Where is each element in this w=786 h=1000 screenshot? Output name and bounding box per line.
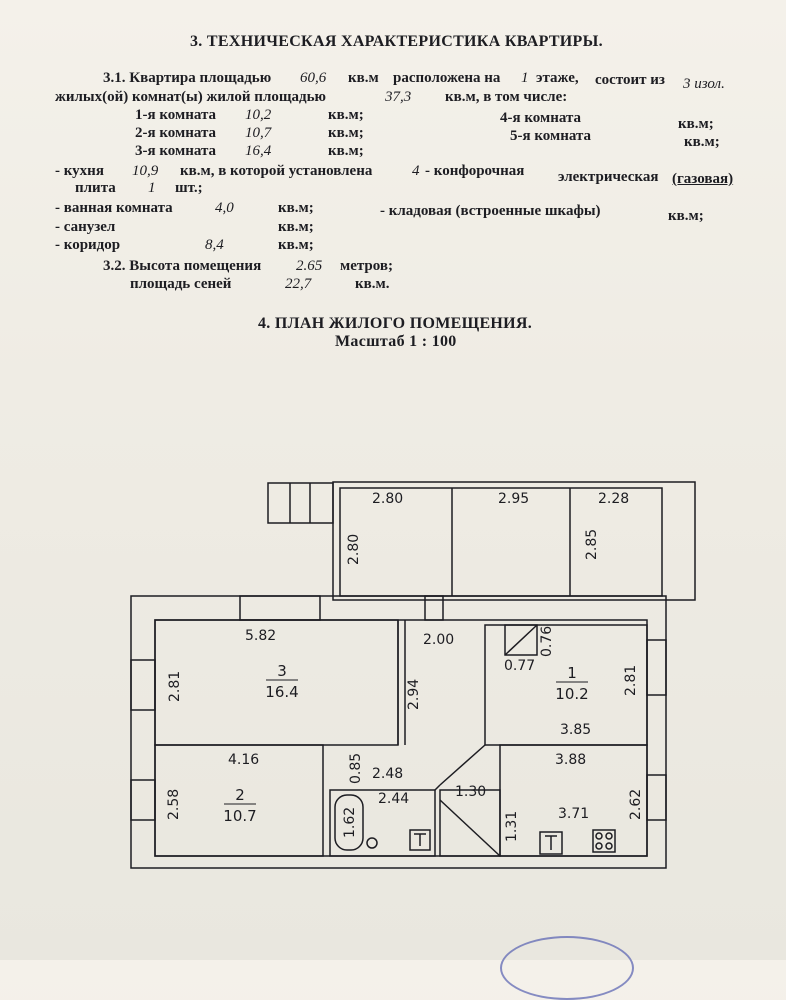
dim-bath-tub: 1.62 [342,806,358,838]
window-room3 [240,596,320,620]
kitchen-text: кв.м, в которой установлена [180,163,373,179]
located-on-label: расположена на [393,70,501,86]
bath-label: - ванная комната [55,200,173,216]
room-3-label: 3-я комната [135,143,217,159]
porch-steps [268,483,333,523]
stove-unit: шт.; [175,180,203,196]
floor-value: 1 [521,70,529,86]
dim-porch-a-h: 2.80 [346,533,362,565]
room-1-number: 1 [567,664,577,682]
dim-hall-w: 1.30 [455,784,487,800]
height-unit: метров; [340,258,393,274]
electric-label: электрическая [558,169,659,185]
window-right-1 [647,640,666,695]
total-area-label: 3.1. Квартира площадью [103,70,272,86]
living-area-label: жилых(ой) комнат(ы) жилой площадью [55,89,327,105]
height-label: 3.2. Высота помещения [103,258,262,274]
corridor-label: - коридор [55,237,121,253]
dim-corridor-h: 2.94 [406,678,422,710]
dim-corridor-w: 2.00 [423,632,455,648]
room-2-number: 2 [235,786,245,804]
room-2-area: 10.7 [223,807,257,825]
sink [367,838,377,848]
room-2-label: 2-я комната [135,125,217,141]
consists-of-label: состоит из [595,72,665,88]
pantry-label: - кладовая (встроенные шкафы) [380,203,601,219]
corridor-unit: кв.м; [278,237,314,253]
dim-porch-c-h: 2.85 [584,528,600,560]
porch-value: 22,7 [285,276,312,292]
bath-area-value: 4,0 [215,200,234,216]
scale-label: Масштаб 1 : 100 [335,333,457,350]
room-5-unit: кв.м; [684,134,720,150]
porch-label: площадь сеней [130,276,232,292]
dim-bath-w2: 2.44 [378,791,410,807]
window-left-2 [131,780,155,820]
dim-closet-a: 0.77 [504,658,536,674]
porch-unit: кв.м. [355,276,390,292]
room-2-unit: кв.м; [328,125,364,141]
window-left-1 [131,660,155,710]
stove-label: плита [75,180,116,196]
dim-room2-w: 4.16 [228,752,260,768]
dim-bath-w1: 2.48 [372,766,404,782]
room-2-value: 10,7 [245,125,272,141]
section-4-title: 4. ПЛАН ЖИЛОГО ПОМЕЩЕНИЯ. [258,315,533,332]
dim-kitchen-d: 3.71 [558,806,590,822]
burners-value: 4 [412,163,420,179]
room-1-unit: кв.м; [328,107,364,123]
floor-suffix: этаже, [536,70,579,86]
kitchen-label: - кухня [55,163,104,179]
dim-room1-h: 2.81 [623,664,639,696]
room-1-value: 10,2 [245,107,272,123]
stove-count: 1 [148,180,156,196]
wc-unit: кв.м; [278,219,314,235]
dim-porch-a-w: 2.80 [372,491,404,507]
kitchen-area-value: 10,9 [132,163,159,179]
dim-hall-h: 1.31 [504,810,520,842]
height-value: 2.65 [296,258,323,274]
gas-label: (газовая) [672,171,734,187]
dim-kitchen-h: 2.62 [628,788,644,820]
dim-room3-w: 5.82 [245,628,277,644]
room-3-value: 16,4 [245,143,272,159]
room-4-unit: кв.м; [678,116,714,132]
room-3-area: 16.4 [265,683,299,701]
dim-closet-b: 0.76 [539,625,555,657]
room-1-area: 10.2 [555,685,589,703]
room-3-number: 3 [277,662,287,680]
room-4-label: 4-я комната [500,110,582,126]
dim-kitchen-w: 3.88 [555,752,587,768]
stove-icon [593,830,615,852]
total-area-unit: кв.м [348,70,379,86]
dim-room1-w: 3.85 [560,722,592,738]
dim-porch-c-w: 2.28 [598,491,630,507]
burner-text: - конфорочная [425,163,525,179]
dim-room3-h: 2.81 [167,670,183,702]
rooms-count-value: 3 изол. [683,76,725,92]
living-area-tail: кв.м, в том числе: [445,89,568,105]
stamp-seal [500,936,634,1000]
dim-room2-h: 2.58 [166,788,182,820]
dim-wall-085: 0.85 [348,752,364,784]
total-area-value: 60,6 [300,70,327,86]
wc-label: - санузел [55,219,116,235]
bath-unit: кв.м; [278,200,314,216]
dim-porch-b-w: 2.95 [498,491,530,507]
pantry-unit: кв.м; [668,208,704,224]
corridor-area-value: 8,4 [205,237,224,253]
section-3-title: 3. ТЕХНИЧЕСКАЯ ХАРАКТЕРИСТИКА КВАРТИРЫ. [190,33,603,50]
living-area-value: 37,3 [385,89,412,105]
window-right-2 [647,775,666,820]
room-1-label: 1-я комната [135,107,217,123]
room-3-unit: кв.м; [328,143,364,159]
room-5-label: 5-я комната [510,128,592,144]
